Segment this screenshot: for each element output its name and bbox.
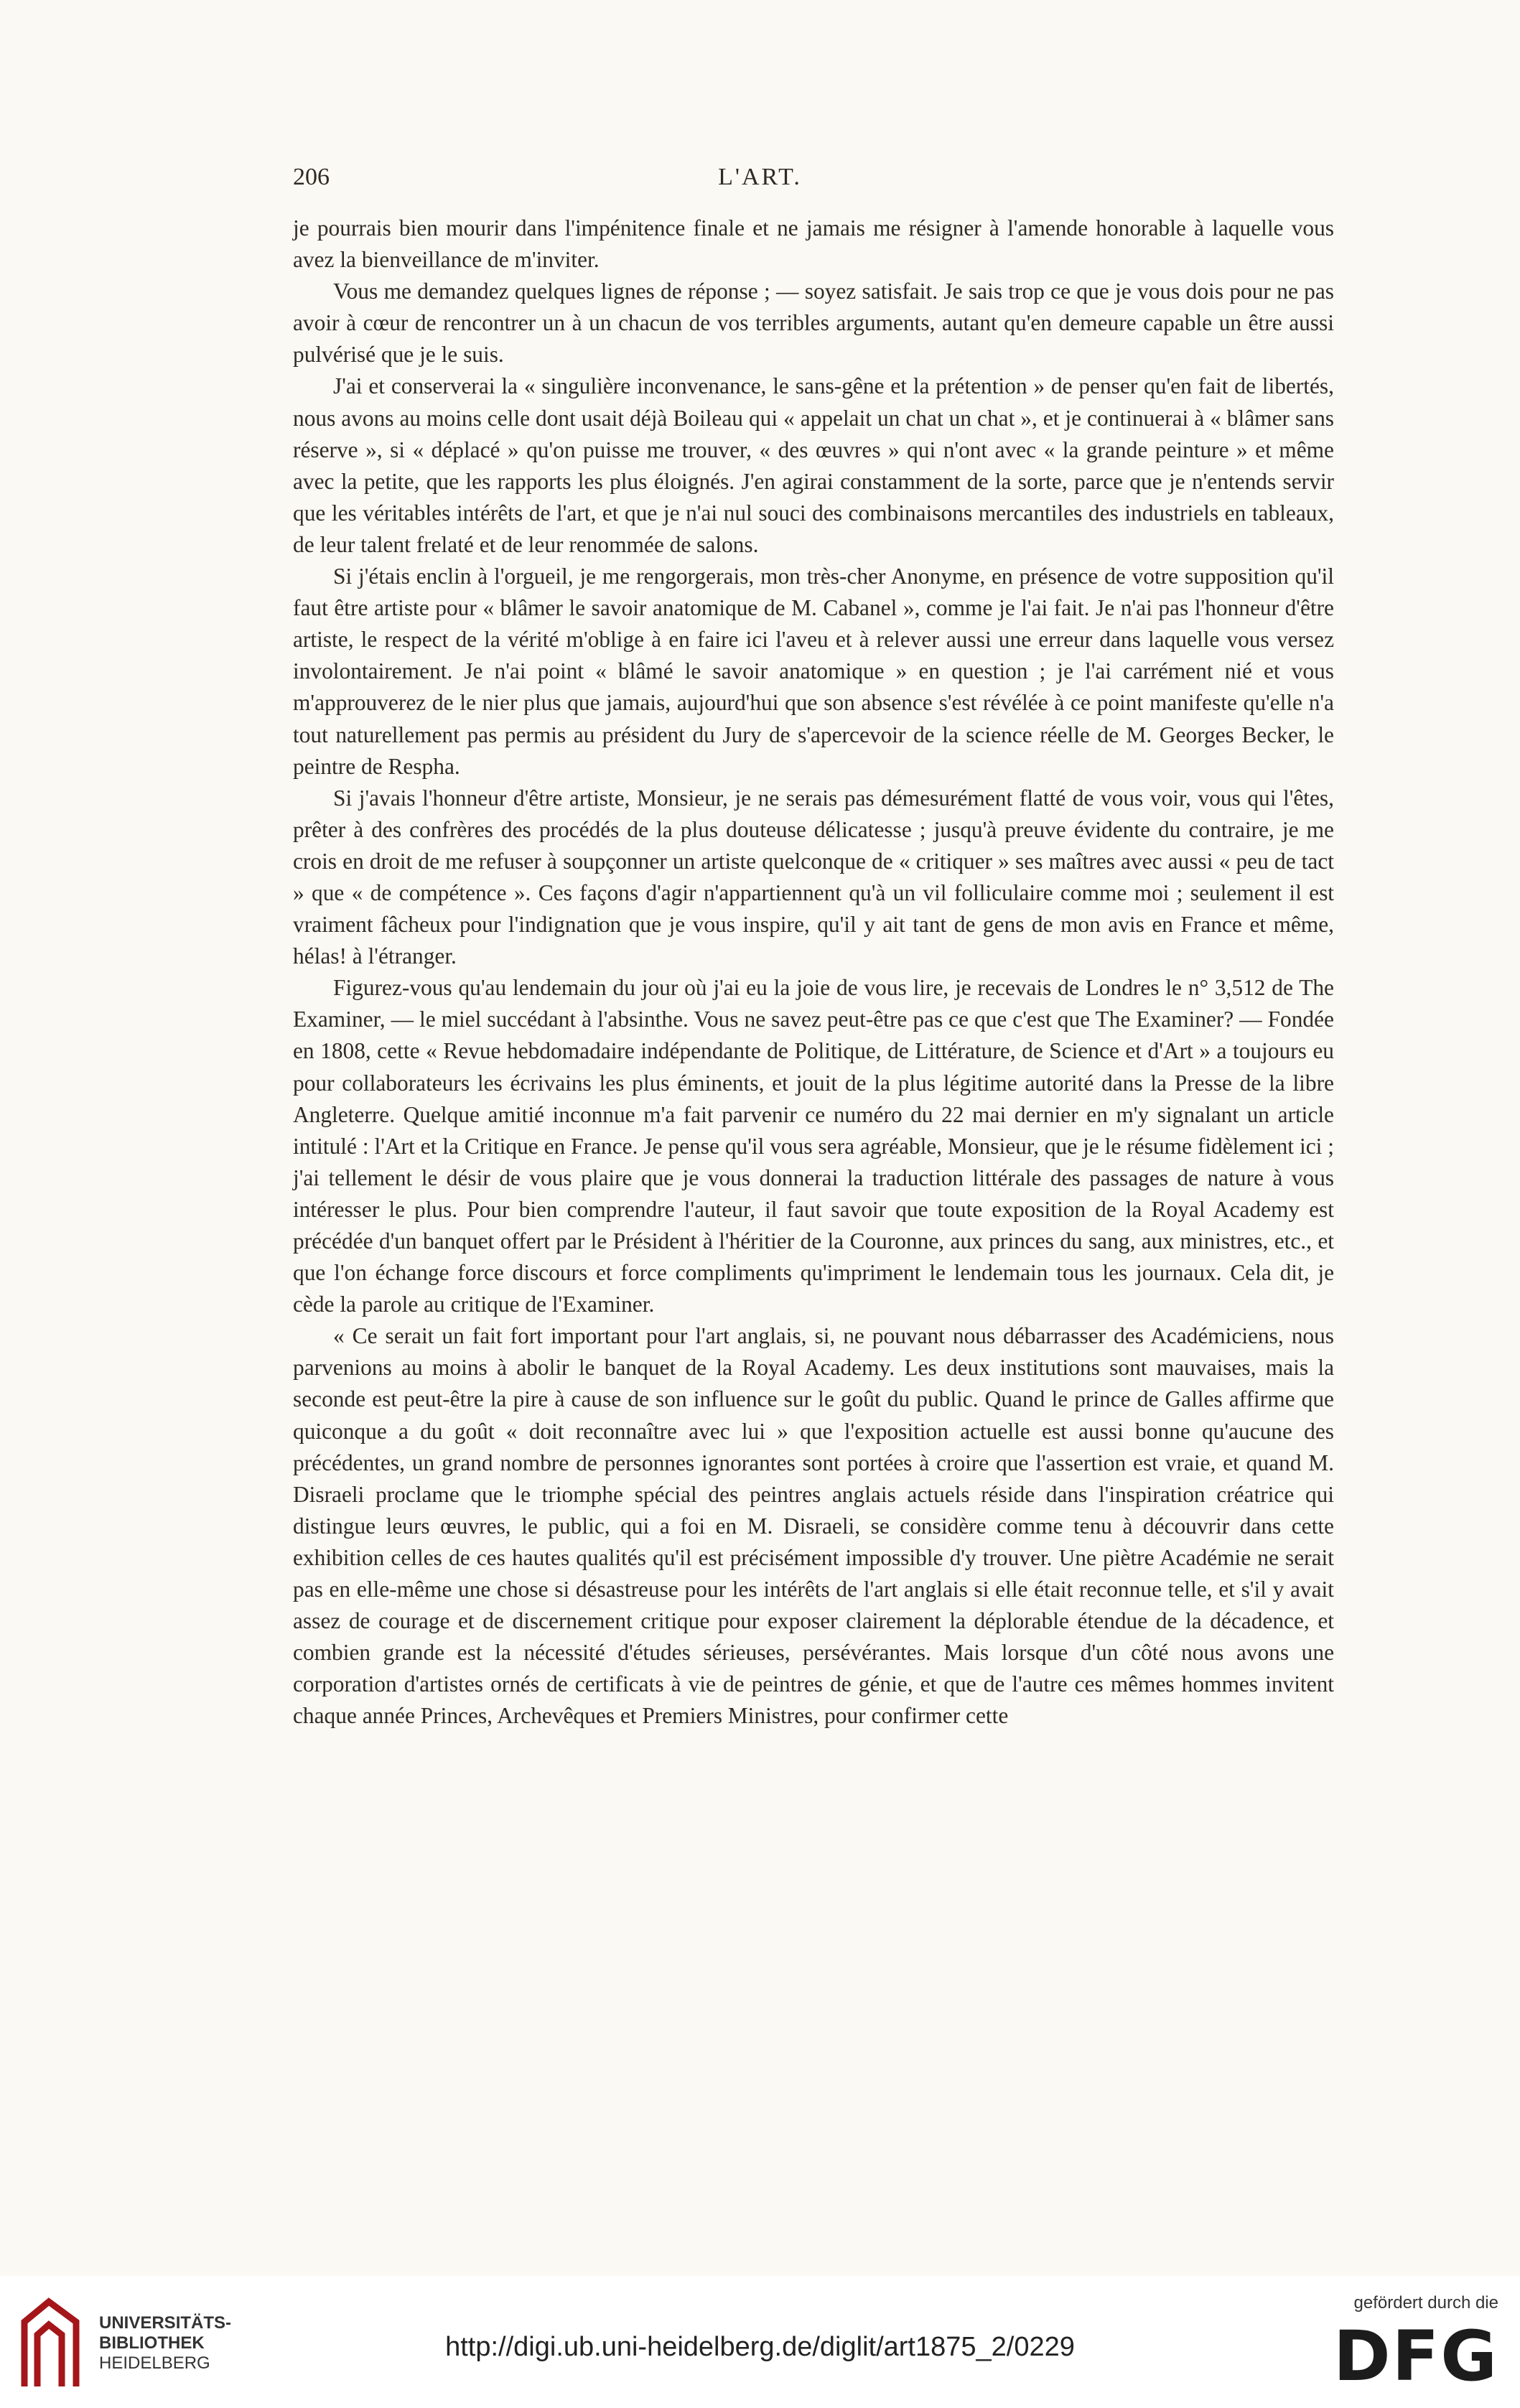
digitization-footer [0, 2276, 1520, 2408]
source-url-link[interactable]: http://digi.ub.uni-heidelberg.de/diglit/art1875_2/0229 [445, 2332, 1075, 2362]
article-body [293, 213, 1334, 1732]
library-name-line: BIBLIOTHEK [99, 2333, 205, 2353]
paragraph: Si j'étais enclin à l'orgueil, je me rengorgerais, mon très-cher Anonyme, en présence de votre supposition qu'il faut être artiste pour « blâmer le savoir anatomique de M. Cabanel », comme je l'ai fait. Je n'ai pas l'honneur d'être artiste, le respect de la vérité m'oblige à en faire ici l'aveu et à relever aussi une erreur dans laquelle vous versez involontairement. Je n'ai point « blâmé le savoir anatomique » en question ; je l'ai carrément nié et vous m'approuverez de le nier plus que jamais, aujourd'hui que son absence s'est révélée à ce point manifeste qu'elle n'a tout naturellement pas permis au président du Jury de s'apercevoir de la science réelle de M. Georges Becker, le peintre de Respha. [293, 564, 1334, 779]
running-title: L'ART. [718, 164, 802, 190]
paragraph: J'ai et conserverai la « singulière inconvenance, le sans-gêne et la prétention » de penser qu'en fait de libertés, nous avons au moins celle dont usait déjà Boileau qui « appelait un chat un chat », et je continuerai à « blâmer sans réserve », si « déplacé » qu'on puisse me trouver, « des œuvres » qui n'ont avec « la grande peinture » et même avec la petite, que les rapports les plus éloignés. J'en agirai constamment de la sorte, parce que je n'entends servir que les véritables intérêts de l'art, et que je n'ai nul souci des combinaisons mercantiles des industriels en tableaux, de leur talent frelaté et de leur renommée de salons. [293, 373, 1334, 557]
page-header [0, 164, 1520, 207]
funded-by-label: gefördert durch die [1353, 2293, 1498, 2313]
paragraph: Figurez-vous qu'au lendemain du jour où j'ai eu la joie de vous lire, je recevais de Londres le n° 3,512 de The Examiner, — le miel succédant à l'absinthe. Vous ne savez peut-être pas ce que c'est que The Examiner? — Fondée en 1808, cette « Revue hebdomadaire indépendante de Politique, de Littérature, de Science et d'Art » a toujours eu pour collaborateurs les écrivains les plus éminents, et jouit de la plus légitime autorité dans la Presse de la libre Angleterre. Quelque amitié inconnue m'a fait parvenir ce numéro du 22 mai dernier en m'y signalant un article intitulé : l'Art et la Critique en France. Je pense qu'il vous sera agréable, Monsieur, que je le résume fidèlement ici ; j'ai tellement le désir de vous plaire que je vous donnerai la traduction littérale des passages de nature à vous intéresser le plus. Pour bien comprendre l'auteur, il faut savoir que toute exposition de la Royal Academy est précédée d'un banquet offert par le Président à l'héritier de la Couronne, aux princes du sang, aux ministres, etc., et que l'on échange force discours et force compliments qu'impriment le lendemain tous les journaux. Cela dit, je cède la parole au critique de l'Examiner. [293, 975, 1334, 1317]
paragraph: « Ce serait un fait fort important pour l'art anglais, si, ne pouvant nous débarrasser des Académiciens, nous parvenions au moins à abolir le banquet de la Royal Academy. Les deux institutions sont mauvaises, mais la seconde est peut-être la pire à cause de son influence sur le goût du public. Quand le prince de Galles affirme que quiconque a du goût « doit reconnaître avec lui » que l'exposition actuelle est aussi bonne qu'aucune des précédentes, un grand nombre de personnes ignorantes sont portées à croire que l'assertion est vraie, et quand M. Disraeli proclame que le triomphe spécial des peintres anglais actuels réside dans l'inspiration créatrice qui distingue leurs œuvres, le public, qui a foi en M. Disraeli, se considère comme tenu à découvrir dans cette exhibition celles de ces hautes qualités qu'il est précisément impossible d'y trouver. Une piètre Académie ne serait pas en elle-même une chose si désastreuse pour les intérêts de l'art anglais si elle était reconnue telle, et s'il y avait assez de courage et de discernement critique pour exposer clairement la déplorable étendue de la décadence, et combien grande est la nécessité d'études sérieuses, persévérantes. Mais lorsque d'un côté nous avons une corporation d'artistes ornés de certificats à vie de peintres de génie, et que de l'autre ces mêmes hommes invitent chaque année Princes, Archevêques et Premiers Ministres, pour confirmer cette [293, 1323, 1334, 1729]
paragraph: Si j'avais l'honneur d'être artiste, Monsieur, je ne serais pas démesurément flatté de vous voir, vous qui l'êtes, prêter à des confrères des procédés de la plus douteuse délicatesse ; jusqu'à preuve évidente du contraire, je me crois en droit de me refuser à soupçonner un artiste quelconque de « critiquer » ses maîtres avec aussi « peu de tact » que « de compétence ». Ces façons d'agir n'appartiennent qu'à un vil folliculaire comme moi ; seulement il est vraiment fâcheux pour l'indignation que je vous inspire, qu'il y ait tant de gens de mon avis en France et même, hélas! à l'étranger. [293, 785, 1334, 969]
library-name-line: UNIVERSITÄTS- [99, 2313, 232, 2333]
library-name-line: HEIDELBERG [99, 2353, 210, 2373]
dfg-logo: DFG [1333, 2316, 1498, 2397]
paragraph: je pourrais bien mourir dans l'impénitence finale et ne jamais me résigner à l'amende honorable à laquelle vous avez la bienveillance de m'inviter. [293, 215, 1334, 273]
paragraph: Vous me demandez quelques lignes de réponse ; — soyez satisfait. Je sais trop ce que je vous dois pour ne pas avoir à cœur de rencontrer un à un chacun de vos terribles arguments, autant qu'en demeure capable un être aussi pulvérisé que je le suis. [293, 279, 1334, 368]
page-number: 206 [293, 164, 330, 190]
